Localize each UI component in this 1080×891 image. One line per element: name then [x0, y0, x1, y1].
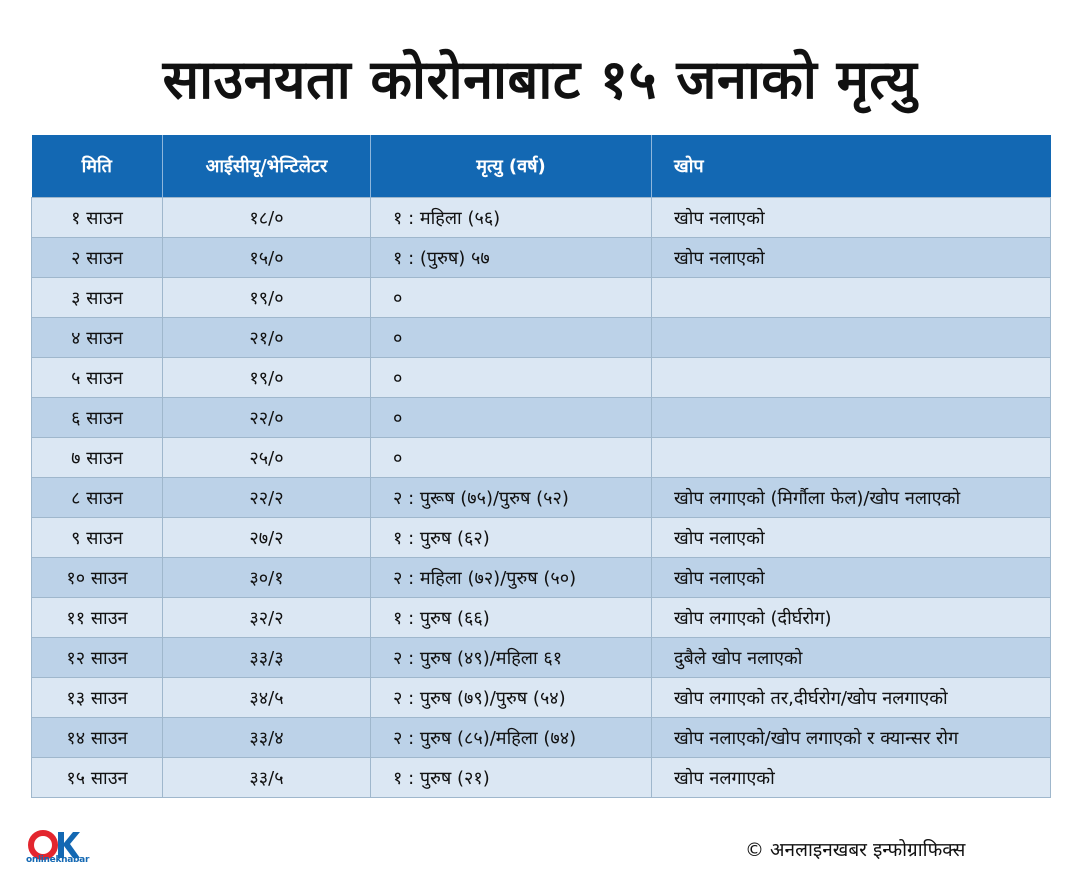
page-title: साउनयता कोरोनाबाट १५ जनाको मृत्यु [162, 48, 918, 111]
table-row [32, 678, 1051, 718]
cell-icu-ventilator: २२/० [163, 398, 371, 438]
cell-icu-ventilator: ३३/४ [163, 718, 371, 758]
cell-icu-ventilator: ३३/३ [163, 638, 371, 678]
cell-date: ८ साउन [32, 478, 163, 518]
cell-date: २ साउन [32, 238, 163, 278]
cell-vaccine: खोप लगाएको (दीर्घरोग) [652, 598, 1051, 638]
cell-vaccine [652, 318, 1051, 358]
cell-deaths: ० [371, 318, 652, 358]
cell-vaccine: खोप नलाएको [652, 518, 1051, 558]
cell-icu-ventilator: ३४/५ [163, 678, 371, 718]
table-row [32, 318, 1051, 358]
cell-deaths: १ : महिला (५६) [371, 198, 652, 238]
cell-vaccine [652, 358, 1051, 398]
table-row [32, 278, 1051, 318]
cell-icu-ventilator: ३३/५ [163, 758, 371, 798]
cell-vaccine: खोप नलाएको [652, 558, 1051, 598]
table-header-row [32, 135, 1051, 198]
cell-date: ५ साउन [32, 358, 163, 398]
table-row [32, 238, 1051, 278]
cell-deaths: २ : महिला (७२)/पुरुष (५०) [371, 558, 652, 598]
cell-date: १३ साउन [32, 678, 163, 718]
cell-icu-ventilator: १८/० [163, 198, 371, 238]
cell-icu-ventilator: २५/० [163, 438, 371, 478]
cell-deaths: ० [371, 358, 652, 398]
table-row [32, 638, 1051, 678]
cell-deaths: १ : पुरुष (६२) [371, 518, 652, 558]
cell-date: १० साउन [32, 558, 163, 598]
cell-deaths: १ : पुरुष (२१) [371, 758, 652, 798]
table-row [32, 438, 1051, 478]
cell-vaccine: दुबैले खोप नलाएको [652, 638, 1051, 678]
cell-date: १ साउन [32, 198, 163, 238]
cell-date: ११ साउन [32, 598, 163, 638]
cell-icu-ventilator: ३२/२ [163, 598, 371, 638]
cell-icu-ventilator: २१/० [163, 318, 371, 358]
header-date: मिति [32, 135, 163, 198]
cell-deaths: २ : पुरुष (७९)/पुरुष (५४) [371, 678, 652, 718]
cell-icu-ventilator: २७/२ [163, 518, 371, 558]
header-icu-ventilator: आईसीयू/भेन्टिलेटर [163, 135, 371, 198]
cell-icu-ventilator: १९/० [163, 278, 371, 318]
cell-vaccine: खोप नलगाएको [652, 758, 1051, 798]
cell-date: ७ साउन [32, 438, 163, 478]
cell-vaccine: खोप नलाएको/खोप लगाएको र क्यान्सर रोग [652, 718, 1051, 758]
header-vaccine: खोप [652, 135, 1051, 198]
cell-date: ६ साउन [32, 398, 163, 438]
cell-icu-ventilator: २२/२ [163, 478, 371, 518]
header-deaths: मृत्यु (वर्ष) [371, 135, 652, 198]
cell-date: ३ साउन [32, 278, 163, 318]
cell-icu-ventilator: १५/० [163, 238, 371, 278]
table-row [32, 718, 1051, 758]
cell-vaccine: खोप लगाएको तर,दीर्घरोग/खोप नलगाएको [652, 678, 1051, 718]
table-row [32, 478, 1051, 518]
cell-icu-ventilator: १९/० [163, 358, 371, 398]
cell-deaths: ० [371, 278, 652, 318]
cell-vaccine [652, 398, 1051, 438]
credit-text: © अनलाइनखबर इन्फोग्राफिक्स [745, 839, 966, 861]
table-row [32, 358, 1051, 398]
cell-deaths: २ : पुरूष (७५)/पुरुष (५२) [371, 478, 652, 518]
cell-date: १४ साउन [32, 718, 163, 758]
cell-deaths: ० [371, 398, 652, 438]
cell-date: ९ साउन [32, 518, 163, 558]
cell-deaths: ० [371, 438, 652, 478]
cell-date: १२ साउन [32, 638, 163, 678]
cell-vaccine: खोप नलाएको [652, 238, 1051, 278]
table-row [32, 558, 1051, 598]
table-row [32, 518, 1051, 558]
cell-deaths: २ : पुरुष (८५)/महिला (७४) [371, 718, 652, 758]
cell-vaccine [652, 438, 1051, 478]
deaths-table [31, 135, 1051, 798]
cell-deaths: १ : (पुरुष) ५७ [371, 238, 652, 278]
cell-deaths: १ : पुरुष (६६) [371, 598, 652, 638]
logo-wordmark: onlinekhabar [26, 855, 90, 865]
table-row [32, 758, 1051, 798]
cell-vaccine: खोप नलाएको [652, 198, 1051, 238]
cell-deaths: २ : पुरुष (४९)/महिला ६१ [371, 638, 652, 678]
cell-icu-ventilator: ३०/१ [163, 558, 371, 598]
cell-date: ४ साउन [32, 318, 163, 358]
cell-vaccine: खोप लगाएको (मिर्गौला फेल)/खोप नलाएको [652, 478, 1051, 518]
table-row [32, 198, 1051, 238]
cell-vaccine [652, 278, 1051, 318]
cell-date: १५ साउन [32, 758, 163, 798]
table-row [32, 398, 1051, 438]
table-row [32, 598, 1051, 638]
